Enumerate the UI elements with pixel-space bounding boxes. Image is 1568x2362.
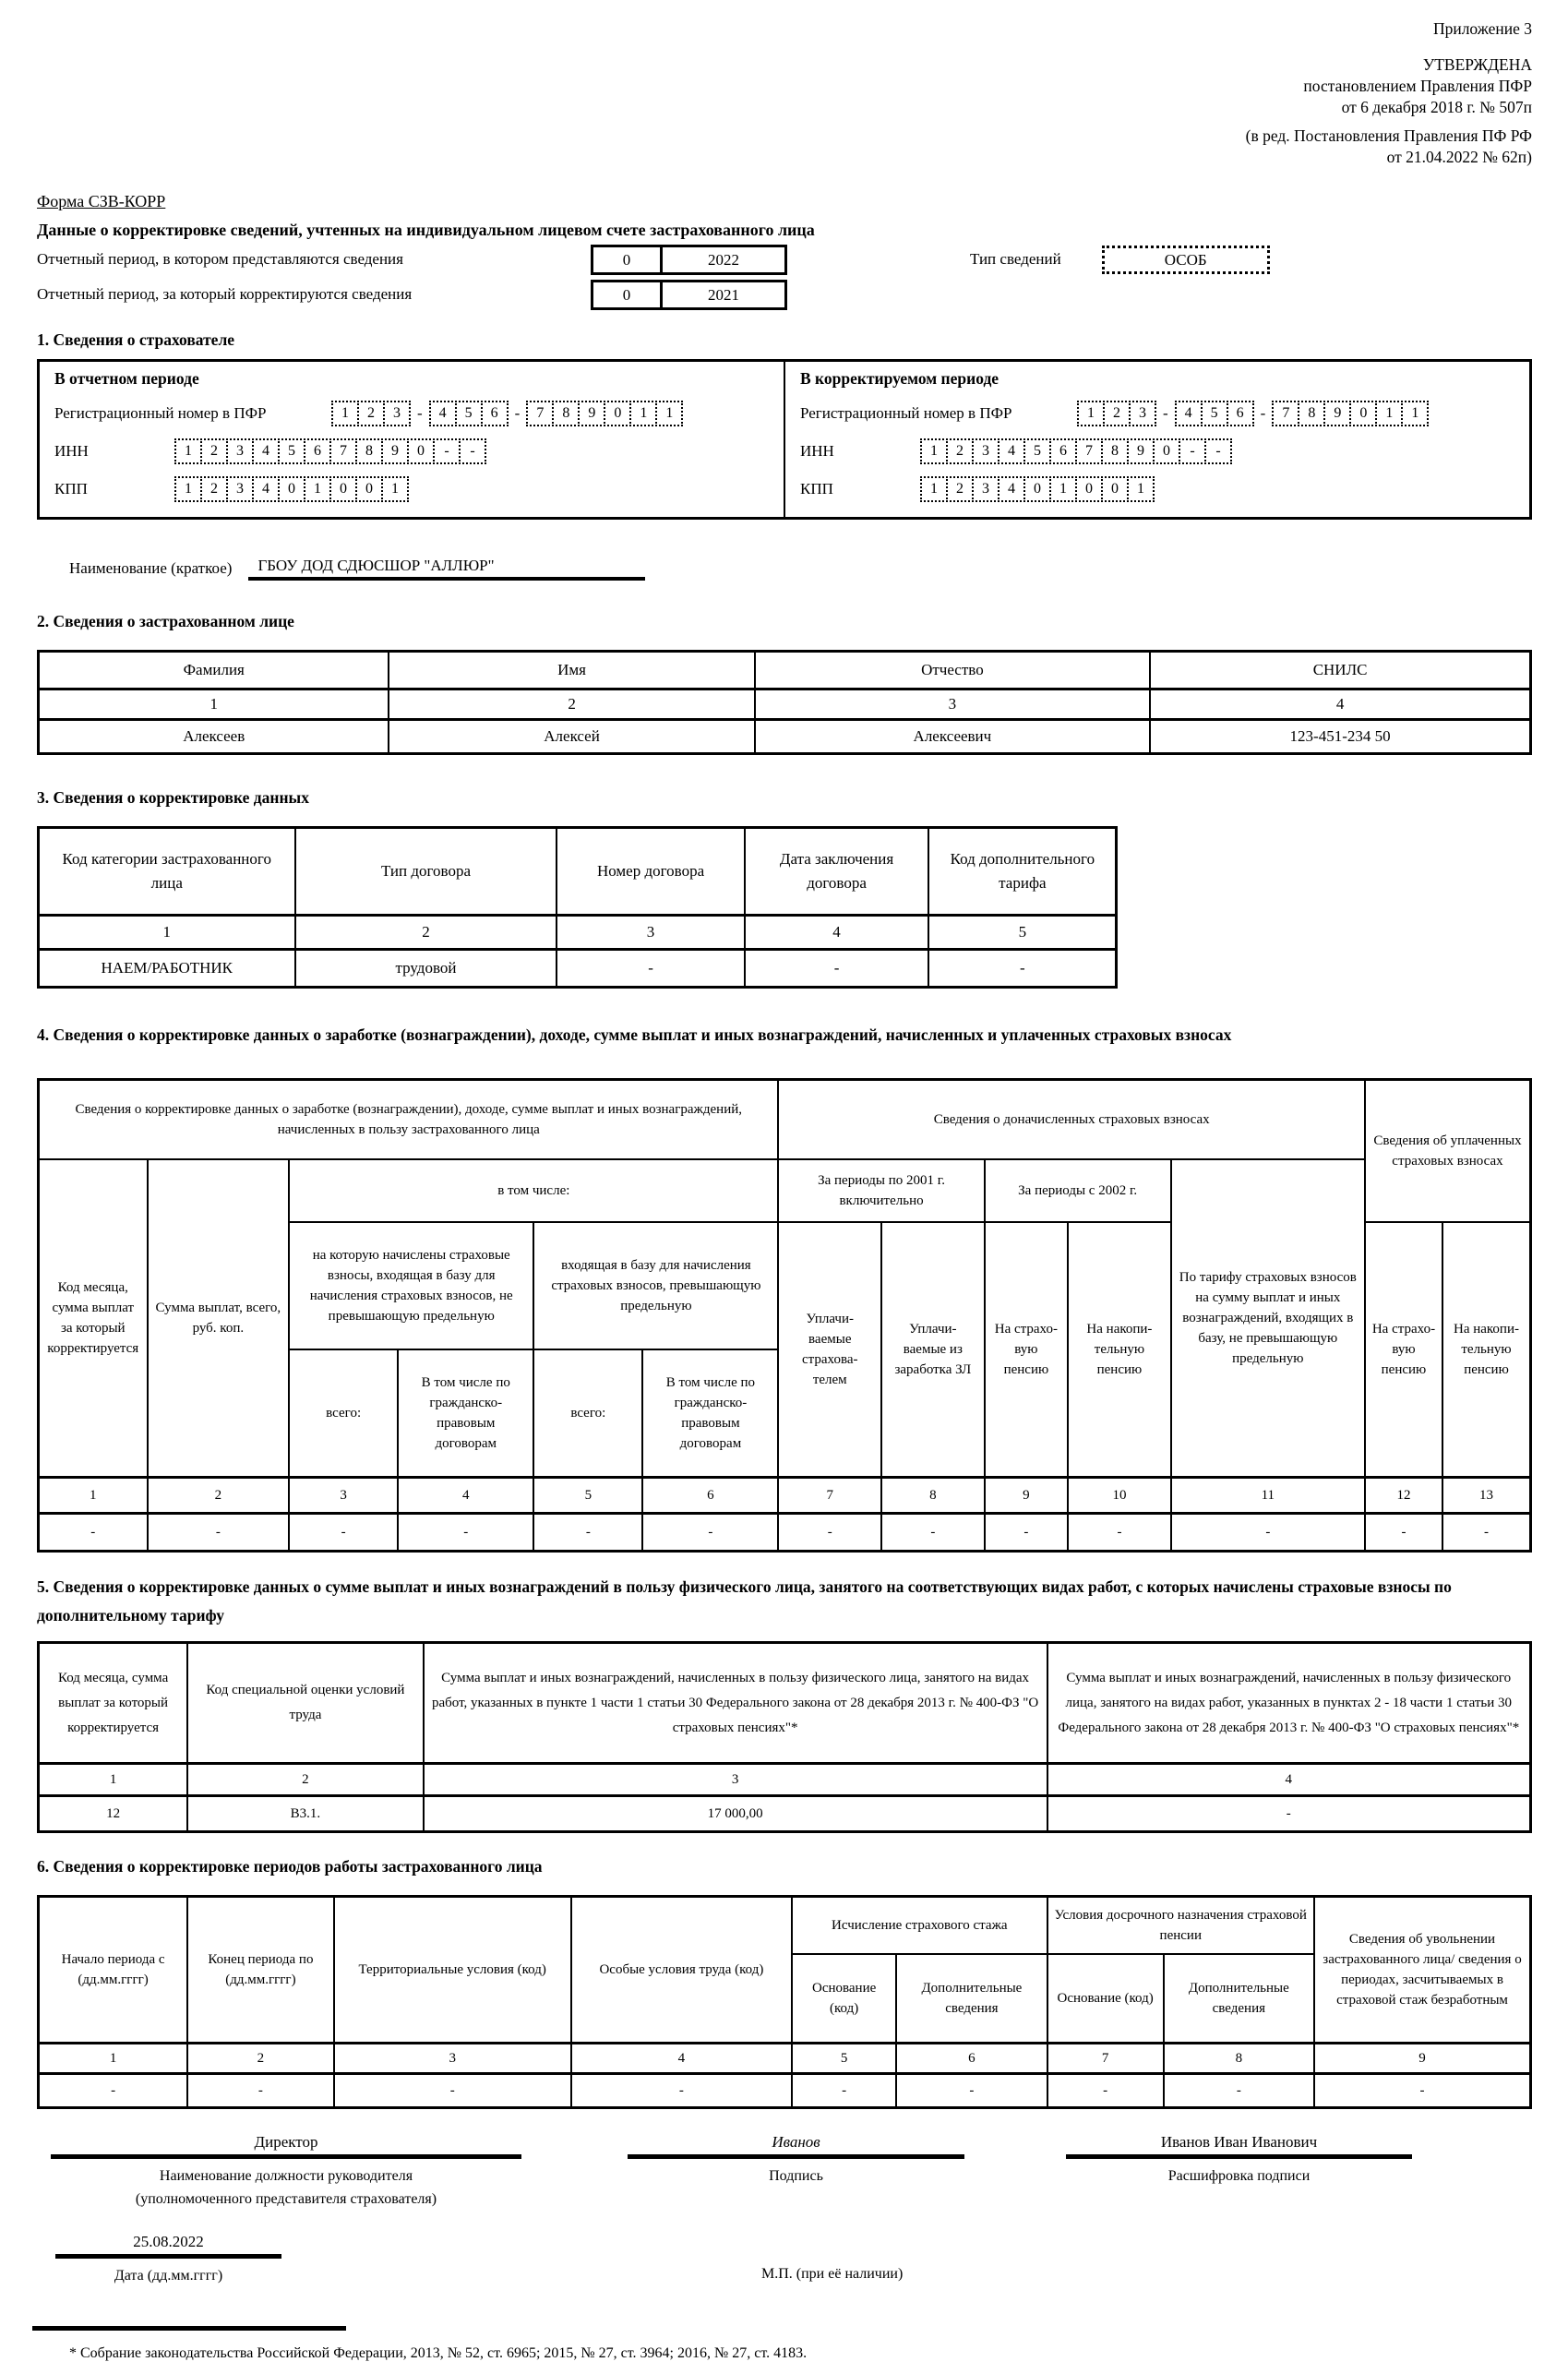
footnote-text: * Собрание законодательства Российской Федерации, 2013, № 52, ст. 6965; 2015, № 27, ст. 3964; 2016, № 27, ст. 4183. [69,2345,808,2361]
col-number: 8 [1164,2044,1314,2074]
reporting-period-box [591,245,787,275]
col-number: 10 [1068,1478,1171,1514]
col-number: 1 [39,689,389,720]
cell-value: - [148,1514,290,1552]
date-line [55,2254,281,2259]
signature-block [628,2133,964,2211]
kpp-label: КПП [54,480,88,498]
digit-cell: 5 [278,438,305,464]
digit-cell: 9 [578,401,605,426]
revision-line-2: от 21.04.2022 № 62п) [1386,148,1532,166]
digit-cell: 0 [329,476,357,502]
digit-cell: 6 [1049,438,1077,464]
inn-label: ИНН [800,442,834,460]
dash-separator: - [1260,404,1266,422]
col-number: 5 [533,1478,642,1514]
tariff-code-value: - [928,950,1116,988]
contract-date-value: - [745,950,929,988]
digit-cell: 0 [1023,476,1051,502]
group-header-base-under-limit: на которую начислены страховые взносы, входящая в базу для начисления страховых взносов, не превышающую предельную [289,1222,533,1349]
col-header-territorial: Территориальные условия (код) [334,1897,571,2044]
cell-value: - [39,2074,188,2108]
col-number: 3 [289,1478,398,1514]
footnote-separator [32,2326,346,2331]
position-signature-block [51,2133,521,2211]
reg-number-cells-1 [1077,401,1156,426]
data-correction-table [37,826,1118,989]
section3-title: 3. Сведения о корректировке данных [37,788,309,807]
digit-cell: 6 [304,438,331,464]
stamp-placeholder-label: М.П. (при её наличии) [761,2266,904,2282]
col-number: 4 [745,916,929,950]
col-number: 7 [778,1478,881,1514]
cell-value: - [1164,2074,1314,2108]
reg-number-cells-3 [1272,401,1429,426]
col-number: 6 [642,1478,778,1514]
col-number: 2 [295,916,557,950]
col-header-civil-contracts: В том числе по гражданско-правовым договорам [642,1349,778,1478]
revision-line-1: (в ред. Постановления Правления ПФ РФ [1245,126,1532,145]
col-header-paid-insurance-pension: На страхо- вую пенсию [1365,1222,1442,1478]
col-number: 4 [1150,689,1530,720]
col-header-civil-contracts: В том числе по гражданско-правовым договорам [398,1349,533,1478]
cell-value: - [792,2074,896,2108]
col-header-period-start: Начало периода с (дд.мм.гггг) [39,1897,188,2044]
reporting-period-label: Отчетный период, в котором представляются сведения [37,250,403,268]
signatory-name-label: Расшифровка подписи [1167,2168,1311,2184]
col-number: 2 [148,1478,290,1514]
digit-cell: 8 [355,438,383,464]
cell-value: - [289,1514,398,1552]
snils-value: 123-451-234 50 [1150,720,1530,754]
digit-cell: 2 [200,476,228,502]
cell-value: - [896,2074,1047,2108]
position-value: Директор [254,2133,318,2151]
reporting-period-code: 0 [622,250,631,269]
header-approval-block [37,9,1532,168]
col-number: 5 [928,916,1116,950]
corrected-period-row [37,279,1532,310]
digit-cell: 8 [1101,438,1129,464]
digit-cell: 2 [1103,401,1131,426]
cell-value: - [642,1514,778,1552]
digit-cell: 5 [1023,438,1051,464]
col-header-tariff: По тарифу страховых взносов на сумму выплат и иных вознаграждений, входящих в базу, не превышающую предельную [1171,1159,1365,1478]
digit-cell: 1 [1375,401,1403,426]
reporting-period-column-header: В отчетном периоде [54,369,199,388]
digit-cell: 1 [1401,401,1429,426]
digit-cell: 5 [455,401,483,426]
digit-cell: 1 [304,476,331,502]
digit-cell: 3 [972,438,999,464]
col-number: 8 [881,1478,985,1514]
info-type-label: Тип сведений [970,250,1061,268]
date-label: Дата (дд.мм.гггг) [114,2268,223,2284]
digit-cell: 0 [1349,401,1377,426]
digit-cell: - [1179,438,1206,464]
earnings-correction-table [37,1078,1532,1553]
digit-cell: 7 [329,438,357,464]
col-number: 3 [755,689,1151,720]
digit-cell: 6 [481,401,509,426]
corrected-period-year: 2021 [660,282,784,307]
inn-label: ИНН [54,442,89,460]
digit-cell: 7 [526,401,554,426]
reporting-period-row [37,244,1532,275]
payments-p2-18-value: - [1047,1796,1531,1832]
group-header-service-calc: Исчисление страхового стажа [792,1897,1047,1955]
col-header-special-conditions: Особые условия труда (код) [571,1897,792,2044]
digit-cell: 9 [1323,401,1351,426]
cell-value: - [1314,2074,1531,2108]
dash-separator: - [417,404,423,422]
group-header-base-over-limit: входящая в базу для начисления страховых взносов, превышающую предельную [533,1222,778,1349]
digit-cell: 4 [252,476,280,502]
digit-cell: 1 [174,476,202,502]
digit-cell: 1 [1049,476,1077,502]
cell-value: - [1365,1514,1442,1552]
firstname-value: Алексей [389,720,754,754]
digit-cell: 0 [278,476,305,502]
section2-title: 2. Сведения о застрахованном лице [37,612,294,630]
col-number: 1 [39,2044,188,2074]
reg-number-label: Регистрационный номер в ПФР [800,404,1012,422]
digit-cell: - [459,438,486,464]
work-periods-table [37,1895,1532,2109]
digit-cell: 2 [357,401,385,426]
col-header-extra-info: Дополнительные сведения [1164,1954,1314,2044]
digit-cell: 2 [200,438,228,464]
policyholder-box [37,359,1532,520]
inn-cells [174,438,486,464]
col-number: 2 [187,1764,423,1796]
col-header-assessment-code: Код специальной оценки условий труда [187,1643,423,1764]
col-header-basis-code: Основание (код) [1047,1954,1164,2044]
cell-value: - [39,1514,148,1552]
digit-cell: 4 [252,438,280,464]
col-header-month-code: Код месяца, сумма выплат за который корректируется [39,1159,148,1478]
col-header: Дата заключения договора [745,828,929,916]
group-header-including: в том числе: [289,1159,778,1222]
digit-cell: 2 [946,476,974,502]
approved-line-2: постановлением Правления ПФР [1303,77,1532,95]
digit-cell: 1 [331,401,359,426]
cell-value: - [1442,1514,1531,1552]
col-number: 3 [334,2044,571,2074]
col-header: Фамилия [39,652,389,689]
col-header-total: всего: [533,1349,642,1478]
cell-value: - [187,2074,333,2108]
annex-label: Приложение 3 [1432,19,1532,38]
digit-cell: 4 [998,476,1025,502]
digit-cell: 9 [1127,438,1155,464]
col-header: Номер договора [557,828,744,916]
digit-cell: 7 [1272,401,1299,426]
payments-p1-value: 17 000,00 [424,1796,1047,1832]
digit-cell: 8 [1298,401,1325,426]
col-header: Имя [389,652,754,689]
position-label-line2: (уполномоченного представителя страхователя) [135,2191,437,2207]
digit-cell: 4 [998,438,1025,464]
col-number: 9 [1314,2044,1531,2074]
col-header-insurance-pension: На страхо- вую пенсию [985,1222,1069,1478]
cell-value: - [1171,1514,1365,1552]
col-number: 1 [39,1764,188,1796]
col-number: 9 [985,1478,1069,1514]
col-header-period-end: Конец периода по (дд.мм.гггг) [187,1897,333,2044]
patronymic-value: Алексеевич [755,720,1151,754]
group-header-paid: Сведения об уплаченных страховых взносах [1365,1080,1531,1223]
group-header-earnings: Сведения о корректировке данных о заработке (вознаграждении), доходе, сумме выплат и иных вознаграждений, начисленных в пользу застрахованного лица [39,1080,779,1160]
signatory-name-value: Иванов Иван Иванович [1160,2133,1318,2151]
col-header-payments-p1: Сумма выплат и иных вознаграждений, начисленных в пользу физического лица, занятого на видах работ, указанных в пункте 1 части 1 статьи 30 Федерального закона от 28 декабря 2013 г. № 400-ФЗ "О страховых пенсиях"* [424,1643,1047,1764]
col-number: 4 [571,2044,792,2074]
reg-number-cells-2 [1175,401,1254,426]
month-code-value: 12 [39,1796,188,1832]
org-name-label: Наименование (краткое) [69,559,233,577]
digit-cell: 8 [552,401,580,426]
reg-number-cells-1 [331,401,411,426]
digit-cell: 3 [972,476,999,502]
date-row [37,2233,1532,2287]
group-header-periods-2002: За периоды с 2002 г. [985,1159,1171,1222]
signature-line [1066,2154,1412,2159]
col-header: Код категории застрахованного лица [39,828,295,916]
col-number: 1 [39,916,295,950]
cell-value: - [985,1514,1069,1552]
cell-value: - [778,1514,881,1552]
approved-line-3: от 6 декабря 2018 г. № 507п [1341,98,1532,116]
cell-value: - [1068,1514,1171,1552]
digit-cell: 2 [946,438,974,464]
col-header-paid-funded-pension: На накопи- тельную пенсию [1442,1222,1531,1478]
col-header: Тип договора [295,828,557,916]
digit-cell: 6 [1227,401,1254,426]
dash-separator: - [514,404,521,422]
col-number: 3 [424,1764,1047,1796]
cell-value: - [881,1514,985,1552]
digit-cell: 1 [1077,401,1105,426]
section4-title: 4. Сведения о корректировке данных о заработке (вознаграждении), доходе, сумме выплат и иных вознаграждений, начисленных и уплаченных страховых взносах [37,1025,1232,1044]
col-header-month-code: Код месяца, сумма выплат за который корректируется [39,1643,188,1764]
col-header-paid-from-earnings: Уплачи- ваемые из заработка ЗЛ [881,1222,985,1478]
signature-value: Иванов [772,2133,820,2151]
page-title: Данные о корректировке сведений, учтенных на индивидуальном лицевом счете застрахованного лица [37,221,815,239]
col-number: 11 [1171,1478,1365,1514]
digit-cell: 0 [1153,438,1180,464]
group-header-periods-2001: За периоды по 2001 г. включительно [778,1159,984,1222]
col-header: Отчество [755,652,1151,689]
digit-cell: 9 [381,438,409,464]
digit-cell: 3 [1129,401,1156,426]
signature-line [51,2154,521,2159]
digit-cell: 3 [383,401,411,426]
additional-tariff-table [37,1641,1532,1833]
corrected-period-code: 0 [622,285,631,304]
reg-number-label: Регистрационный номер в ПФР [54,404,267,422]
col-number: 2 [389,689,754,720]
digit-cell: 1 [174,438,202,464]
position-label-line1: Наименование должности руководителя [159,2168,413,2184]
section6-title: 6. Сведения о корректировке периодов работы застрахованного лица [37,1857,543,1876]
info-type-value-box: ОСОБ [1102,246,1270,274]
digit-cell: 1 [381,476,409,502]
digit-cell: 4 [1175,401,1203,426]
section1-title: 1. Сведения о страхователе [37,330,235,349]
cell-value: - [398,1514,533,1552]
cell-value: - [571,2074,792,2108]
col-number: 1 [39,1478,148,1514]
col-header: Код дополнительного тарифа [928,828,1116,916]
kpp-label: КПП [800,480,833,498]
digit-cell: 4 [429,401,457,426]
cell-value: - [533,1514,642,1552]
col-header-dismissal: Сведения об увольнении застрахованного лица/ сведения о периодах, засчитываемых в страховой стаж безработным [1314,1897,1531,2044]
insured-person-table [37,650,1532,755]
col-header-total-payments: Сумма выплат, всего, руб. коп. [148,1159,290,1478]
kpp-cells [174,476,409,502]
col-number: 7 [1047,2044,1164,2074]
digit-cell: 0 [355,476,383,502]
col-number: 2 [187,2044,333,2074]
reporting-period-column [40,362,784,517]
date-block [55,2233,281,2287]
digit-cell: 1 [1127,476,1155,502]
contract-number-value: - [557,950,744,988]
digit-cell: 1 [920,476,948,502]
col-header-total: всего: [289,1349,398,1478]
digit-cell: 3 [226,438,254,464]
approved-line-1: УТВЕРЖДЕНА [1422,55,1532,74]
reg-number-cells-2 [429,401,509,426]
col-header-paid-by-employer: Уплачи- ваемые страхова- телем [778,1222,881,1478]
col-number: 4 [1047,1764,1531,1796]
assessment-code-value: В3.1. [187,1796,423,1832]
group-header-early-pension: Условия досрочного назначения страховой пенсии [1047,1897,1314,1955]
kpp-cells [920,476,1155,502]
signature-row [37,2133,1532,2211]
col-header-extra-info: Дополнительные сведения [896,1954,1047,2044]
digit-cell: 0 [1101,476,1129,502]
col-header-basis-code: Основание (код) [792,1954,896,2044]
col-header: СНИЛС [1150,652,1530,689]
digit-cell: - [433,438,461,464]
col-header-funded-pension: На накопи- тельную пенсию [1068,1222,1171,1478]
col-number: 3 [557,916,744,950]
category-code-value: НАЕМ/РАБОТНИК [39,950,295,988]
signature-label: Подпись [769,2168,823,2184]
cell-value: - [334,2074,571,2108]
reporting-period-year: 2022 [660,247,784,272]
digit-cell: 1 [629,401,657,426]
corrected-period-column [784,362,1529,517]
reg-number-cells-3 [526,401,683,426]
col-header-payments-p2-18: Сумма выплат и иных вознаграждений, начисленных в пользу физического лица, занятого на видах работ, указанных в пунктах 2 - 18 части 1 статьи 30 Федерального закона от 28 декабря 2013 г. № 400-ФЗ "О страховых пенсиях"* [1047,1643,1531,1764]
digit-cell: 0 [604,401,631,426]
signature-line [628,2154,964,2159]
org-name-row [37,547,1532,581]
digit-cell: 1 [920,438,948,464]
digit-cell: 3 [226,476,254,502]
digit-cell: 7 [1075,438,1103,464]
digit-cell: 0 [1075,476,1103,502]
contract-type-value: трудовой [295,950,557,988]
corrected-period-label: Отчетный период, за который корректируются сведения [37,285,413,303]
col-number: 6 [896,2044,1047,2074]
digit-cell: 5 [1201,401,1228,426]
dash-separator: - [1163,404,1168,422]
date-value: 25.08.2022 [133,2233,204,2250]
group-header-accrued: Сведения о доначисленных страховых взносах [778,1080,1364,1160]
digit-cell: 0 [407,438,435,464]
col-number: 4 [398,1478,533,1514]
digit-cell: - [1204,438,1232,464]
corrected-period-box [591,280,787,310]
form-name: Форма СЗВ-КОРР [37,192,166,210]
corrected-period-column-header: В корректируемом периоде [800,369,999,388]
org-name-value: ГБОУ ДОД СДЮСШОР "АЛЛЮР" [248,557,645,581]
col-number: 5 [792,2044,896,2074]
inn-cells [920,438,1232,464]
col-number: 13 [1442,1478,1531,1514]
cell-value: - [1047,2074,1164,2108]
surname-value: Алексеев [39,720,389,754]
digit-cell: 1 [655,401,683,426]
col-number: 12 [1365,1478,1442,1514]
section5-title: 5. Сведения о корректировке данных о сумме выплат и иных вознаграждений в пользу физического лица, занятого на соответствующих видах работ, с которых начислены страховые взносы по дополнительному тарифу [37,1577,1452,1625]
name-signature-block [1066,2133,1412,2211]
